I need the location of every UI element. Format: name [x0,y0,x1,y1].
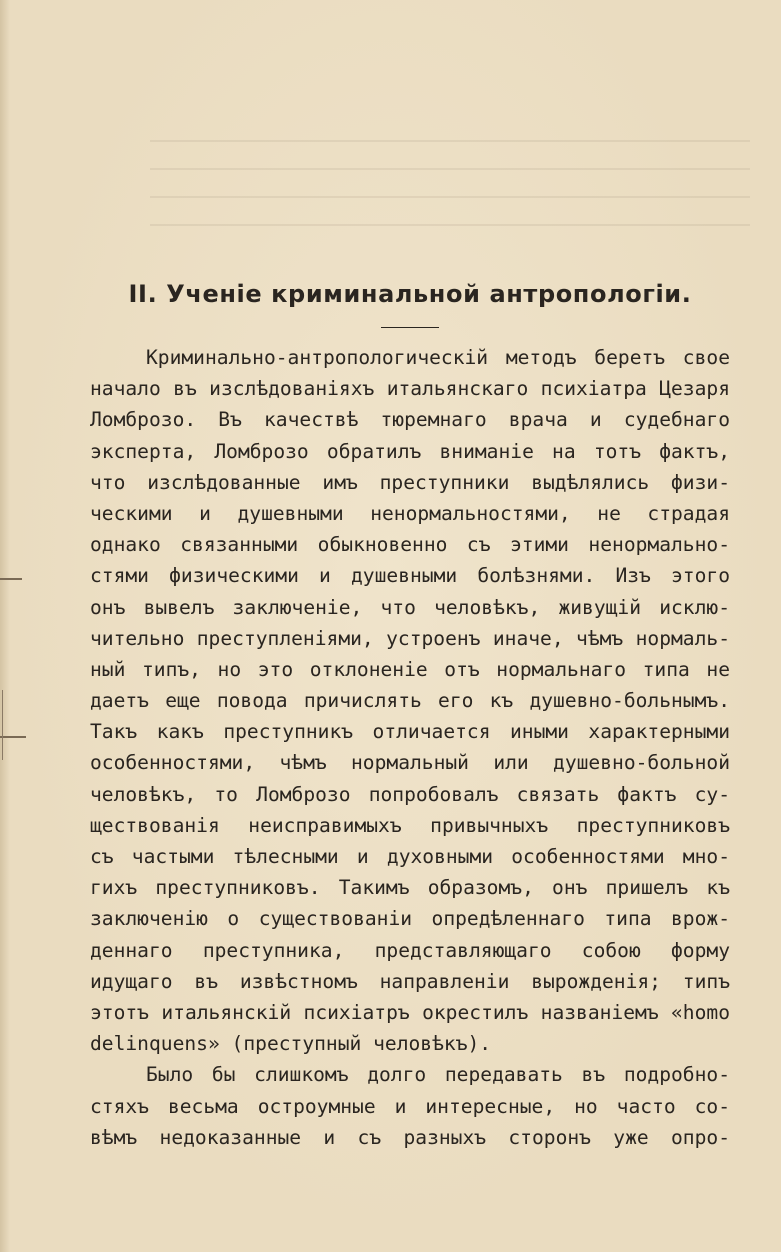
text-line: ный типъ, но это отклоненіе отъ нормальнаго типа не [90,657,730,681]
text-line: этотъ итальянскій психіатръ окрестилъ названіемъ «homo [90,1000,730,1024]
text-line: ществованія неисправимыхъ привычныхъ преступниковъ [90,813,730,837]
text-line: чительно преступленіями, устроенъ иначе, чѣмъ нормаль- [90,626,730,650]
title-divider [381,327,439,328]
margin-line [2,690,3,760]
body-text [90,342,730,1153]
text-line: однако связанными обыкновенно съ этими ненормально- [90,533,730,557]
margin-mark [0,736,26,738]
text-line: особенностями, чѣмъ нормальный или душевно-больной [90,751,730,775]
page-content [90,276,730,1153]
text-line: Ломброзо. Въ качествѣ тюремнаго врача и судебнаго [90,408,730,432]
text-line: заключенію о существованіи опредѣленнаго типа врож- [90,907,730,931]
paragraph-2 [90,1059,730,1153]
text-line: начало въ изслѣдованіяхъ итальянскаго психіатра Цезаря [90,377,730,401]
paragraph-1 [90,342,730,1059]
text-line: деннаго преступника, представляющаго собою форму [90,938,730,962]
text-line: Было бы слишкомъ долго передавать въ подробно- [146,1063,730,1087]
text-line: онъ вывелъ заключеніе, что человѣкъ, живущій исклю- [90,595,730,619]
text-line: Такъ какъ преступникъ отличается иными характерными [90,720,730,744]
text-line: delinquens» (преступный человѣкъ). [90,1032,492,1056]
text-line: съ частыми тѣлесными и духовными особенностями мно- [90,845,730,868]
text-line: стями физическими и душевными болѣзнями. Изъ этого [90,564,730,588]
show-through-text [150,130,750,250]
text-line: вѣмъ недоказанные и съ разныхъ сторонъ уже опро- [90,1125,730,1149]
text-line: человѣкъ, то Ломброзо попробовалъ связать фактъ су- [90,782,730,806]
section-title: II. Ученіе криминальной антропологіи. [128,280,692,308]
text-line: идущаго въ извѣстномъ направленіи вырожденія; типъ [90,969,730,993]
margin-mark [0,578,22,580]
text-line: что изслѣдованные имъ преступники выдѣлялись физи- [90,470,730,494]
text-line: Криминально-антропологическій методъ беретъ свое [146,346,730,369]
text-line: эксперта, Ломброзо обратилъ вниманіе на тотъ фактъ, [90,439,730,463]
text-line: стяхъ весьма остроумные и интересные, но часто со- [90,1094,730,1118]
text-line: ческими и душевными ненормальностями, не страдая [90,501,730,525]
text-line: гихъ преступниковъ. Такимъ образомъ, онъ пришелъ къ [90,876,730,900]
page-edge-shadow [0,0,10,1252]
text-line: даетъ еще повода причислять его къ душевно-больнымъ. [90,689,730,713]
